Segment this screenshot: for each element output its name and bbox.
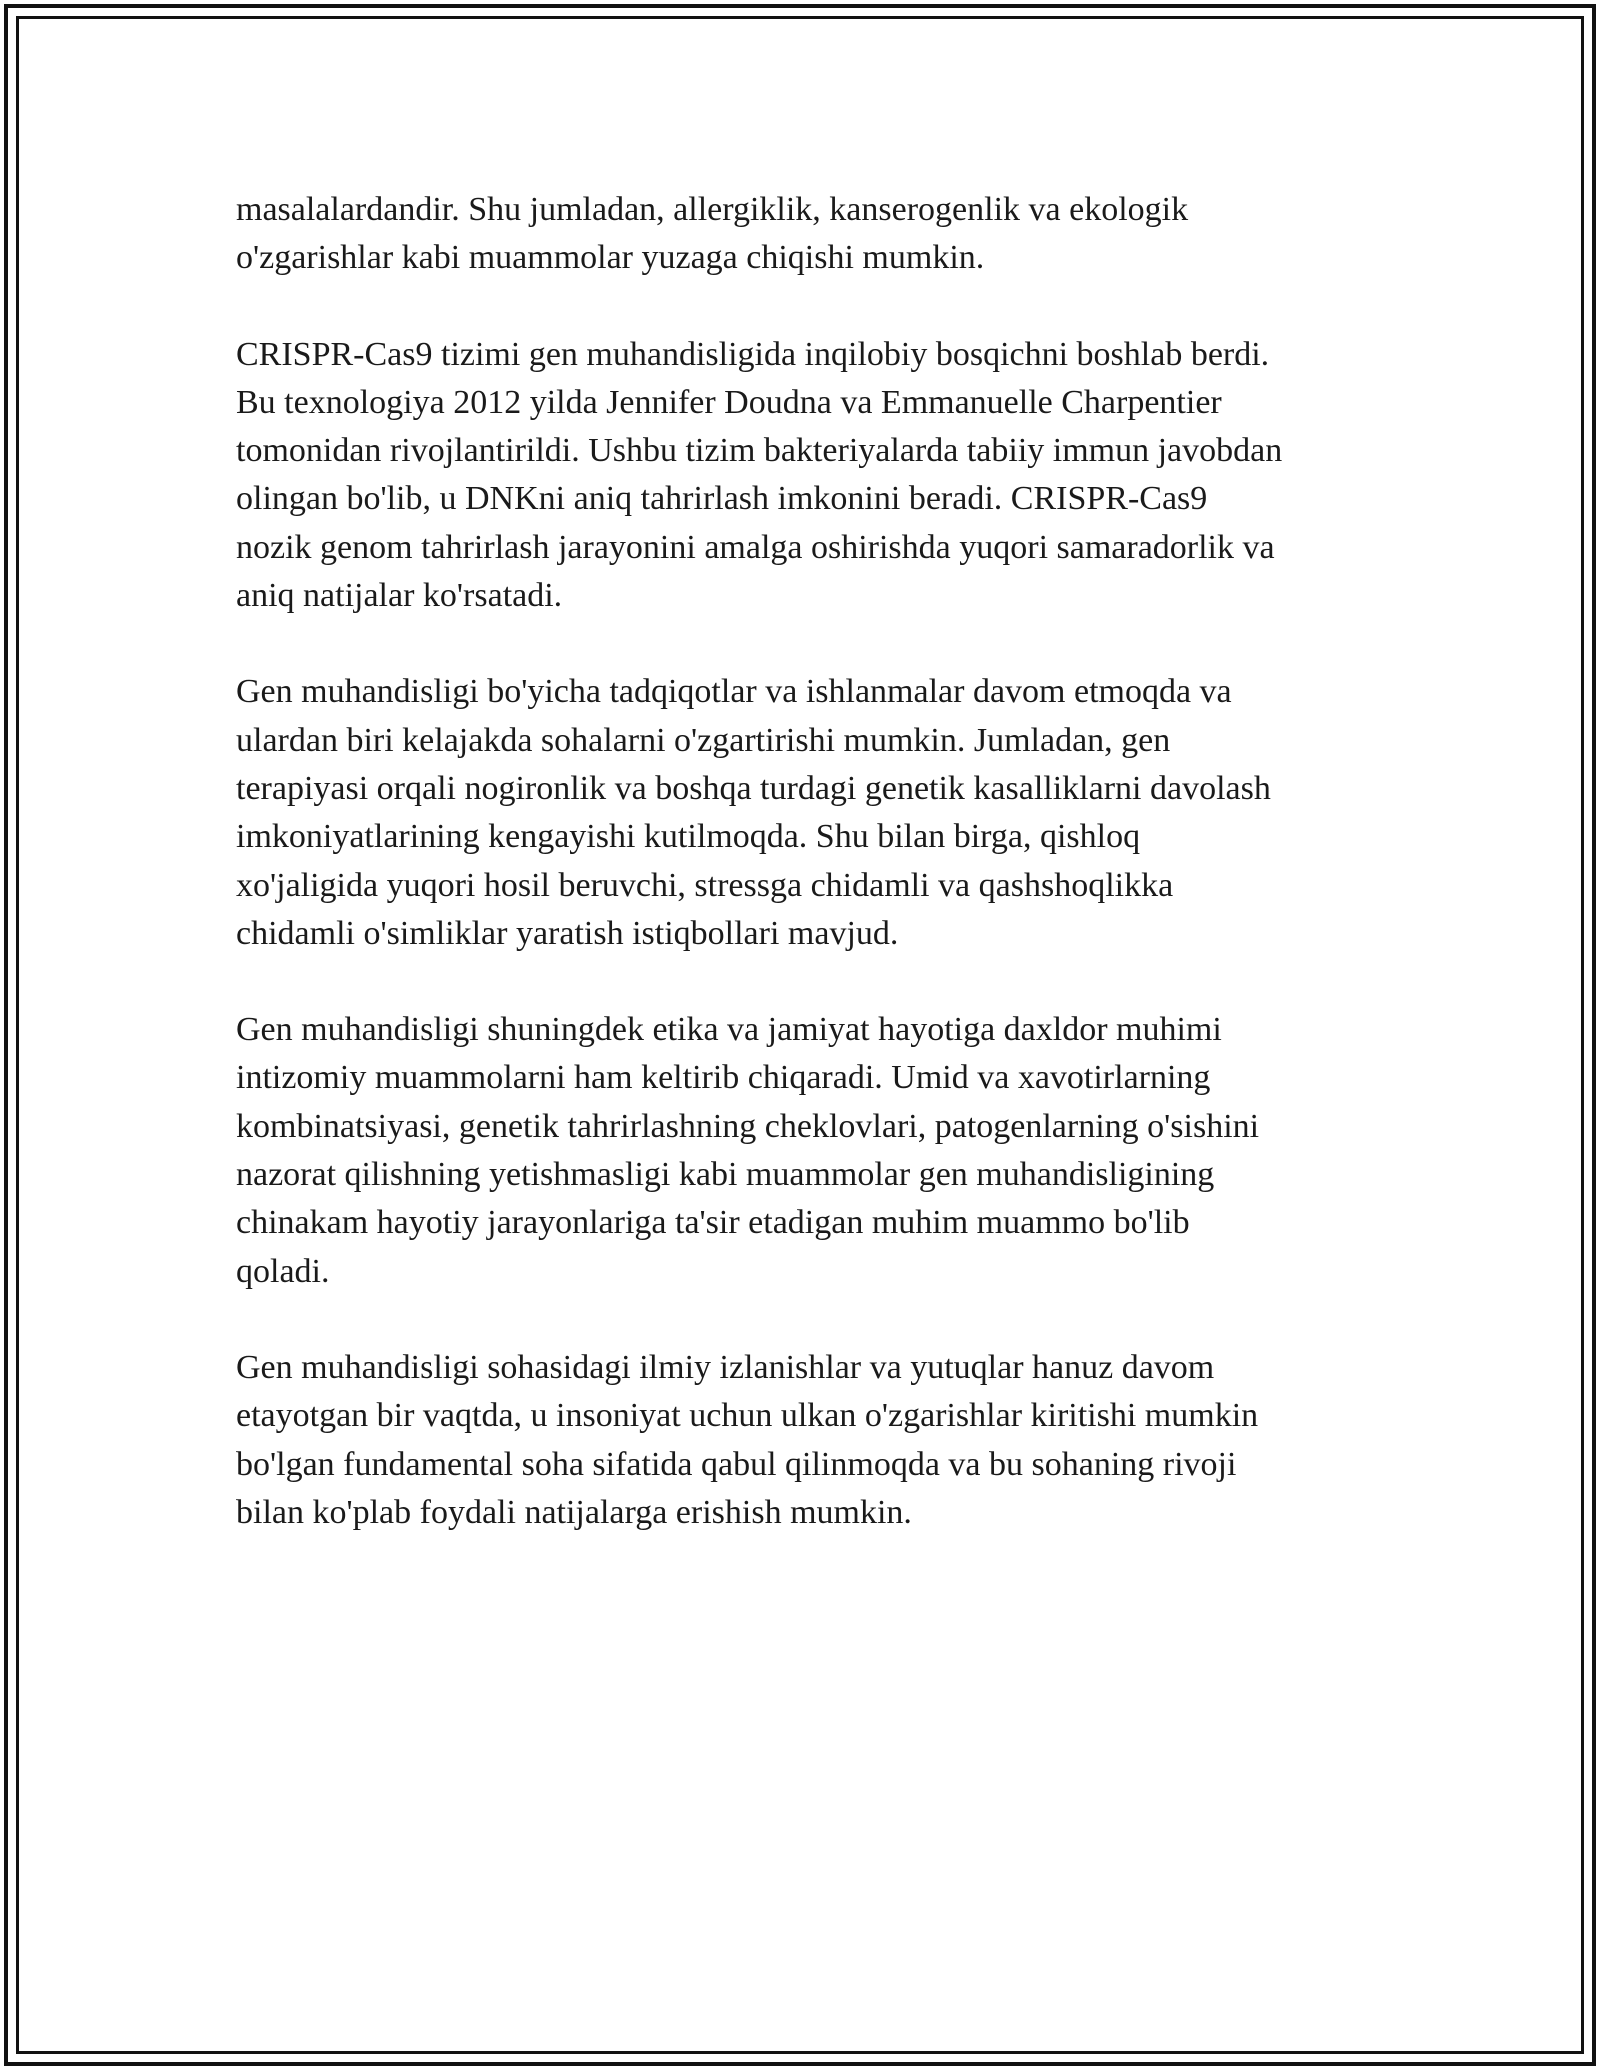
paragraph-1: masalalardandir. Shu jumladan, allergiklik, kanserogenlik va ekologik o'zgarishlar kabi muammolar yuzaga chiqishi mumkin. <box>236 191 1189 277</box>
paragraph-5: Gen muhandisligi sohasidagi ilmiy izlanishlar va yutuqlar hanuz davom etayotgan bir vaqtda, u insoniyat uchun ulkan o'zgarishlar kiritishi mumkin bo'lgan fundamental soha sifatida qabul qilinmoqda va bu sohaning rivoji bilan ko'plab foydali natijalarga erishish mumkin. <box>236 1348 1259 1531</box>
paragraph-2: CRISPR-Cas9 tizimi gen muhandisligida inqilobiy bosqichni boshlab berdi. Bu texnologiya 2012 yilda Jennifer Doudna va Emmanuelle Charpentier tomonidan rivojlantirildi. Ushbu tizim bakteriyalarda tabiiy immun javobdan olingan bo'lib, u DNKni aniq tahrirlash imkonini beradi. CRISPR-Cas9 nozik genom tahrirlash jarayonini amalga oshirishda yuqori samaradorlik va aniq natijalar ko'rsatadi. <box>236 335 1283 615</box>
paragraph-3: Gen muhandisligi bo'yicha tadqiqotlar va ishlanmalar davom etmoqda va ulardan biri kelajakda sohalarni o'zgartirishi mumkin. Jumladan, gen terapiyasi orqali nogironlik va boshqa turdagi genetik kasalliklarni davolash imkoniyatlarining kengayishi kutilmoqda. Shu bilan birga, qishloq xo'jaligida yuqori hosil beruvchi, stressga chidamli va qashshoqlikka chidamli o'simliklar yaratish istiqbollari mavjud. <box>236 673 1271 952</box>
document-body <box>236 186 1376 1585</box>
paragraph-4: Gen muhandisligi shuningdek etika va jamiyat hayotiga daxldor muhimi intizomiy muammolarni ham keltirib chiqaradi. Umid va xavotirlarning kombinatsiyasi, genetik tahrirlashning cheklovlari, patogenlarning o'sishini nazorat qilishning yetishmasligi kabi muammolar gen muhandisligining chinakam hayotiy jarayonlariga ta'sir etadigan muhim muammo bo'lib qoladi. <box>236 1011 1260 1290</box>
